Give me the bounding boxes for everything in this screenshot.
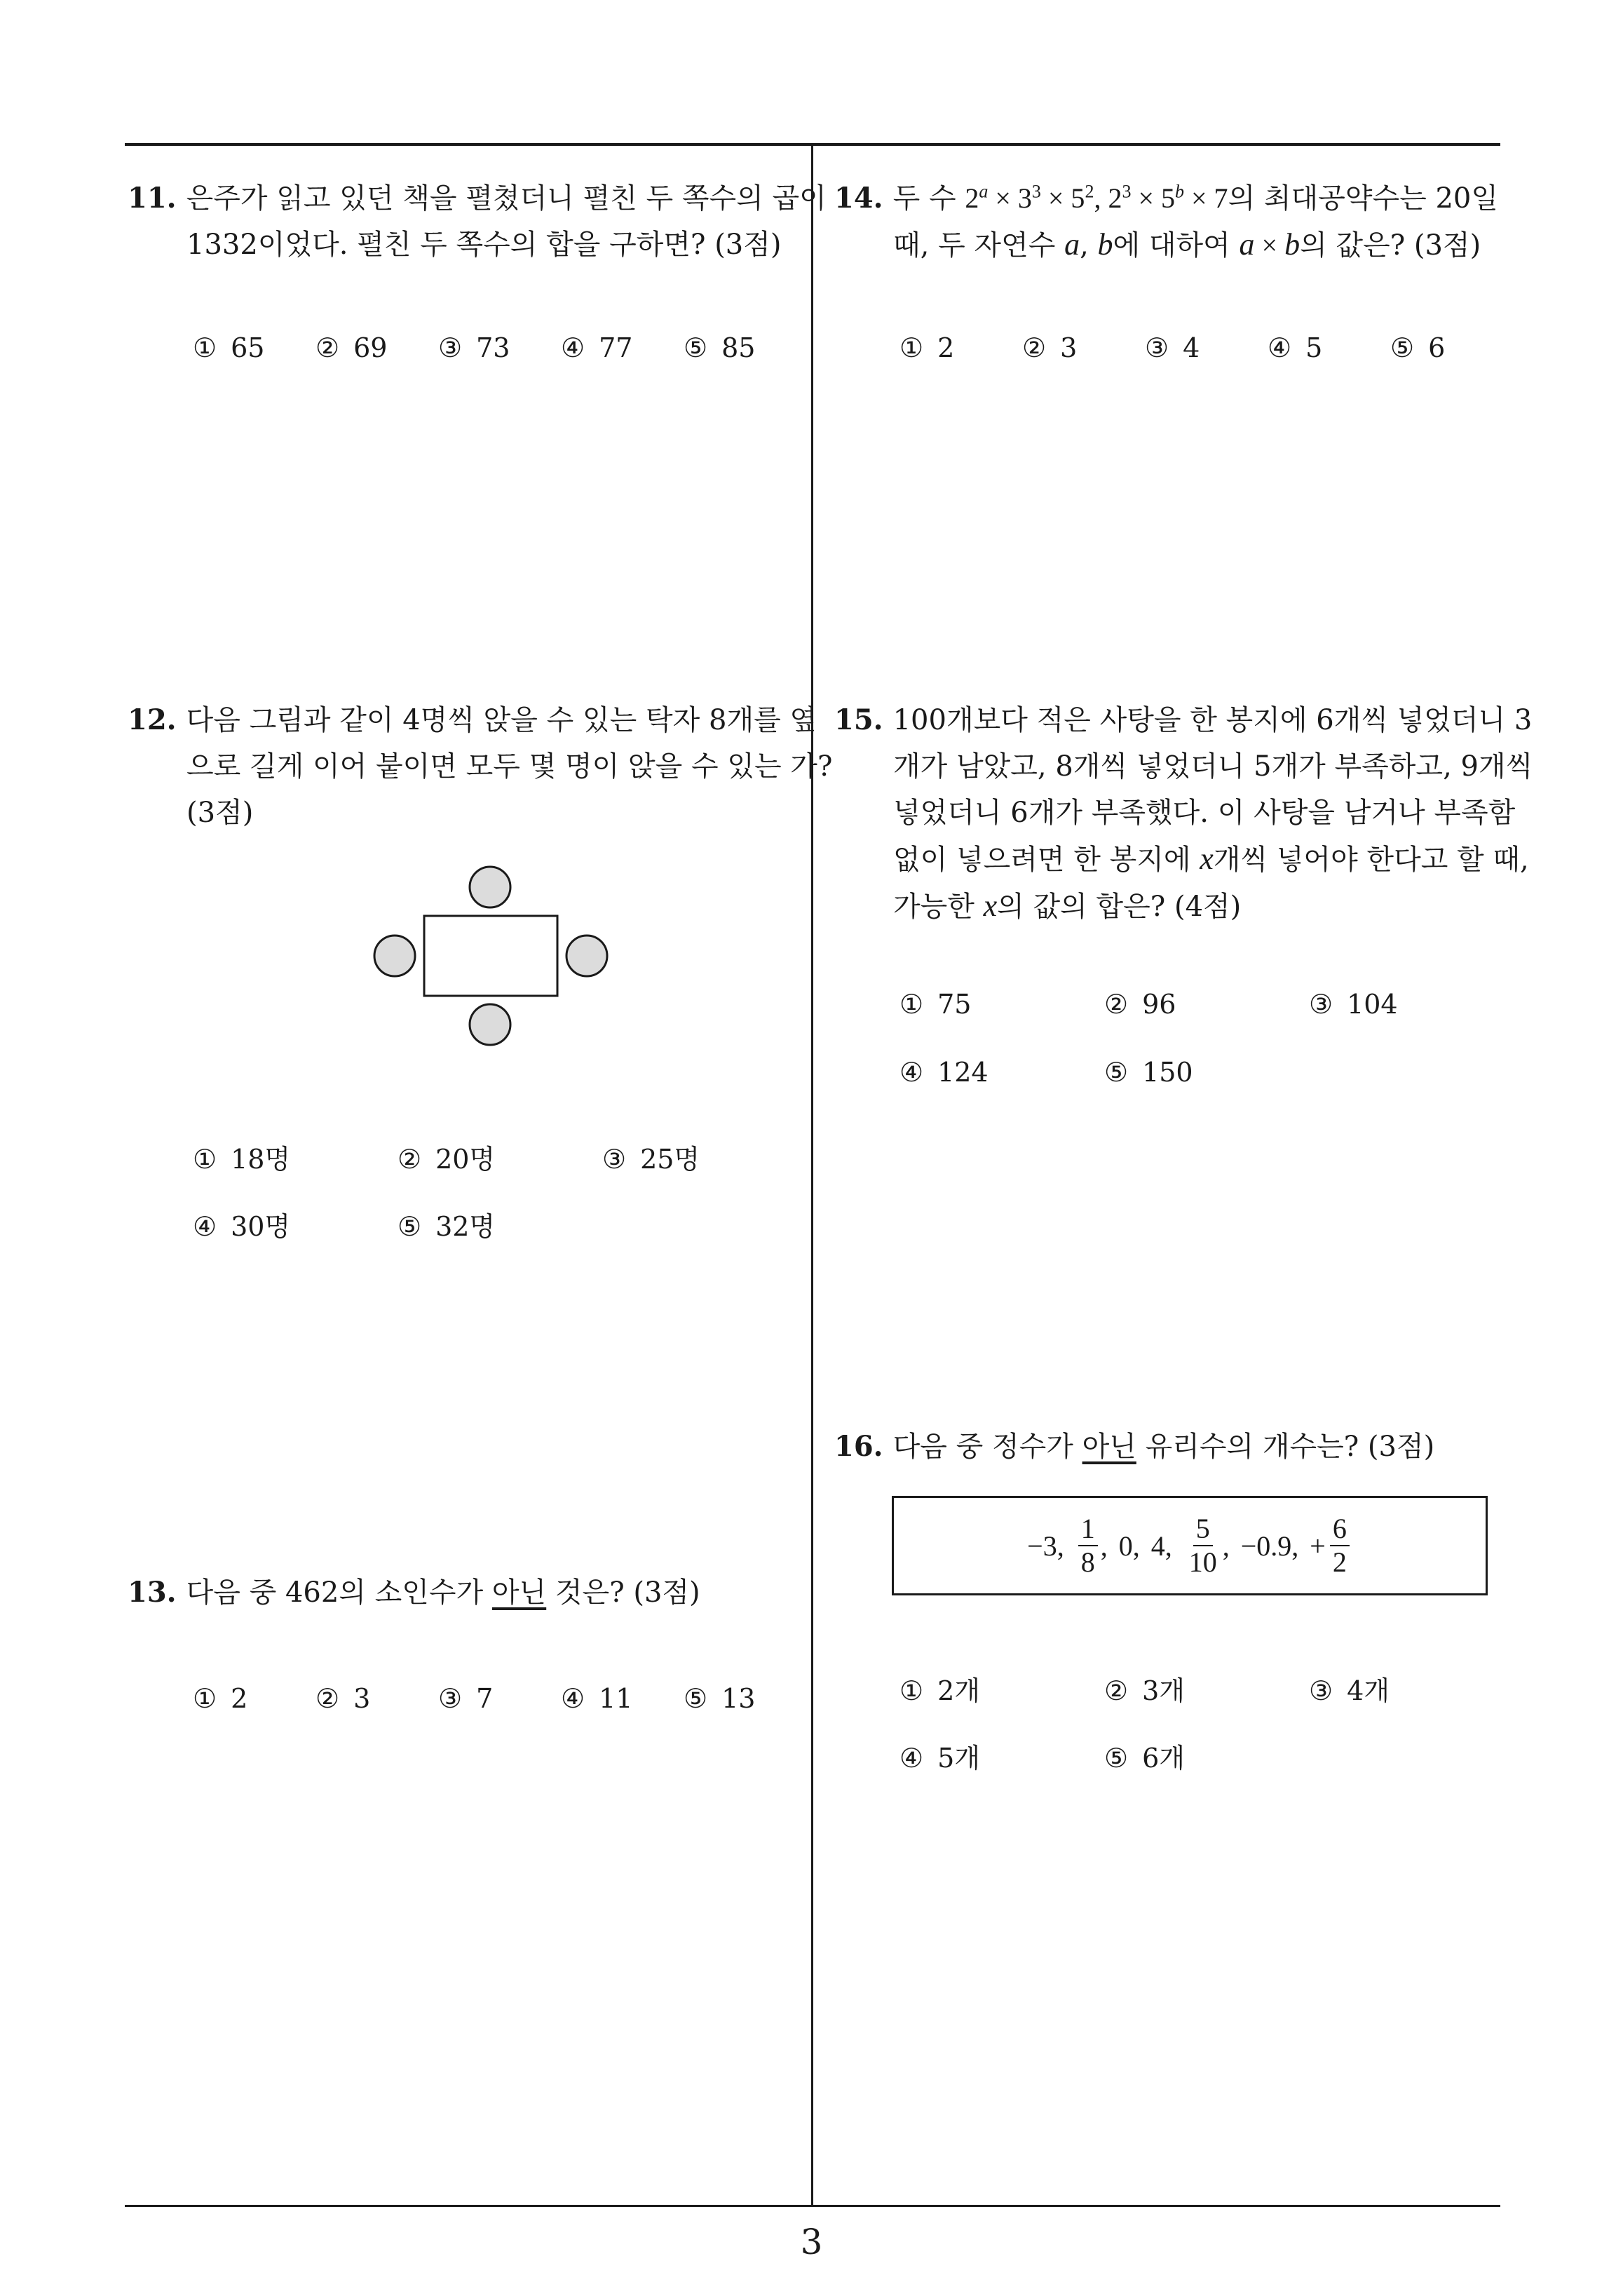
term-4: 4, [1150, 1529, 1172, 1562]
question-11 [128, 175, 827, 268]
question-text: 유리수의 개수는? (3점) [1136, 1431, 1435, 1463]
separator: , [1100, 1529, 1108, 1562]
option-text: 5개 [937, 1743, 980, 1774]
option-mark: ③ [438, 332, 463, 363]
option-2[interactable] [315, 332, 387, 363]
question-text: 다음 중 정수가 [892, 1431, 1082, 1463]
option-mark: ③ [1309, 1675, 1333, 1706]
option-1[interactable] [899, 1669, 980, 1708]
option-mark: ② [398, 1144, 422, 1175]
variable-x: x [983, 889, 998, 923]
option-text: 32명 [435, 1211, 496, 1242]
option-mark: ④ [899, 1743, 924, 1774]
option-text: 150 [1142, 1057, 1193, 1088]
option-mark: ④ [899, 1057, 924, 1088]
question-text: 넣었더니 6개가 부족했다. 이 사탕을 남거나 부족함 [893, 797, 1516, 829]
question-text: 으로 길게 이어 붙이면 모두 몇 명이 앉을 수 있는 가? [186, 750, 833, 783]
option-mark: ④ [193, 1211, 217, 1242]
option-mark: ④ [561, 1683, 585, 1714]
question-text: 100개보다 적은 사탕을 한 봉지에 6개씩 넣었더니 3 [892, 704, 1533, 736]
page-number: 3 [800, 2222, 823, 2262]
chair-top [470, 867, 510, 907]
option-mark: ② [1104, 989, 1129, 1020]
option-1[interactable] [899, 332, 954, 363]
chair-left [374, 936, 415, 976]
option-2[interactable] [398, 1137, 495, 1176]
option-3[interactable] [1309, 989, 1398, 1020]
option-3[interactable] [438, 1683, 493, 1714]
option-mark: ③ [1145, 332, 1169, 363]
math-expression: a × b [1239, 227, 1301, 262]
question-text: 의 값의 합은? (4점) [997, 891, 1242, 923]
variable-b: b [1097, 227, 1113, 262]
option-text: 3 [1060, 332, 1078, 363]
option-text: 104 [1347, 989, 1398, 1020]
option-4[interactable] [899, 1057, 989, 1088]
variable-a: a [1064, 227, 1080, 262]
question-number: 16. [834, 1430, 883, 1463]
option-3[interactable] [1309, 1669, 1390, 1708]
option-text: 69 [353, 332, 388, 363]
question-text: 때, 두 자연수 [893, 229, 1056, 262]
option-text: 65 [231, 332, 265, 363]
denominator: 8 [1080, 1546, 1095, 1578]
question-13 [128, 1569, 700, 1616]
option-text: 2 [937, 332, 955, 363]
option-text: 25명 [640, 1144, 700, 1175]
chair-bottom [470, 1004, 510, 1045]
question-text: 것은? (3점) [546, 1576, 700, 1609]
option-3[interactable] [602, 1137, 700, 1176]
question-14: 14. 두 수 $2^a \times 3^3 \times 5^2$, $2^3 \times 5^b \times 7$의 최대공약수는 20일 때, 두 자연수 a, b에 대하여 a × b의 값은? (3점) [834, 181, 1499, 262]
option-text: 75 [937, 989, 972, 1020]
option-text: 96 [1142, 989, 1176, 1020]
column-divider [811, 143, 813, 2206]
option-5[interactable] [398, 1205, 495, 1243]
option-text: 4개 [1347, 1675, 1390, 1706]
bottom-rule [125, 2205, 1500, 2207]
question-text: 없이 넣으려면 한 봉지에 [893, 844, 1191, 876]
numerator: 1 [1078, 1514, 1098, 1546]
option-mark: ① [193, 1683, 217, 1714]
option-text: 2 [231, 1683, 248, 1714]
option-mark: ⑤ [1390, 332, 1415, 363]
option-2[interactable] [1022, 332, 1077, 363]
question-text: 개씩 넣어야 한다고 할 때, [1213, 844, 1529, 876]
option-text: 5 [1305, 332, 1323, 363]
underlined-emphasis: 아닌 [1082, 1431, 1136, 1463]
option-mark: ⑤ [1104, 1743, 1129, 1774]
option-5[interactable] [1104, 1736, 1185, 1775]
option-text: 77 [599, 332, 633, 363]
option-5[interactable] [684, 332, 755, 363]
option-text: 6개 [1142, 1743, 1185, 1774]
question-15 [834, 697, 1533, 930]
question-12 [128, 697, 832, 836]
option-text: 18명 [231, 1144, 291, 1175]
fraction [1186, 1514, 1220, 1577]
term-5 [1183, 1514, 1230, 1577]
option-mark: ② [315, 1683, 340, 1714]
option-2[interactable] [1104, 1669, 1185, 1708]
denominator: 2 [1332, 1546, 1347, 1578]
question-text: 두 수 [892, 182, 956, 215]
option-text: 85 [721, 332, 756, 363]
option-mark: ② [1022, 332, 1047, 363]
question-number: 11. [128, 182, 177, 215]
question-number: 15. [834, 703, 883, 736]
option-mark: ② [315, 332, 340, 363]
option-mark: ① [899, 989, 924, 1020]
option-5[interactable] [1390, 332, 1445, 363]
option-mark: ② [1104, 1675, 1129, 1706]
option-mark: ① [899, 332, 924, 363]
option-4[interactable] [193, 1205, 290, 1243]
option-text: 13 [721, 1683, 756, 1714]
number-list-box [892, 1496, 1488, 1595]
underlined-emphasis: 아닌 [491, 1576, 547, 1609]
fraction [1330, 1514, 1350, 1577]
term-6: −0.9, [1240, 1529, 1299, 1562]
variable-x: x [1200, 842, 1214, 876]
option-mark: ① [193, 332, 217, 363]
term-3: 0, [1118, 1529, 1140, 1562]
table [424, 916, 557, 996]
option-1[interactable] [193, 1137, 290, 1176]
term-2 [1075, 1514, 1108, 1577]
option-text: 11 [599, 1683, 633, 1714]
option-4[interactable] [899, 1736, 980, 1775]
option-2[interactable] [315, 1683, 370, 1714]
option-mark: ③ [1309, 989, 1333, 1020]
option-text: 2개 [937, 1675, 980, 1706]
question-text: 다음 그림과 같이 4명씩 앉을 수 있는 탁자 8개를 옆 [186, 704, 817, 736]
question-text: 1332이었다. 펼친 두 쪽수의 합을 구하면? (3점) [186, 229, 782, 261]
chair-right [566, 936, 607, 976]
option-text: 7 [476, 1683, 494, 1714]
option-text: 73 [476, 332, 510, 363]
option-mark: ⑤ [1104, 1057, 1129, 1088]
option-mark: ① [193, 1144, 217, 1175]
question-number: 12. [128, 703, 177, 736]
option-mark: ① [899, 1675, 924, 1706]
numerator: 5 [1193, 1514, 1213, 1546]
option-1[interactable] [193, 332, 264, 363]
option-text: 124 [937, 1057, 989, 1088]
option-3[interactable] [438, 332, 510, 363]
option-mark: ③ [602, 1144, 627, 1175]
option-text: 20명 [435, 1144, 496, 1175]
option-mark: ⑤ [684, 1683, 708, 1714]
term-1: −3, [1027, 1529, 1064, 1562]
option-3[interactable] [1145, 332, 1200, 363]
option-1[interactable] [899, 989, 971, 1020]
option-mark: ⑤ [684, 332, 708, 363]
option-text: 3개 [1142, 1675, 1185, 1706]
math-expression: $2^a \times 3^3 \times 5^2$, $2^3 \times 5^b \times 7$ [965, 181, 1228, 214]
question-text: 가능한 [893, 891, 975, 923]
option-mark: ④ [1268, 332, 1292, 363]
option-text: 30명 [231, 1211, 291, 1242]
option-mark: ③ [438, 1683, 463, 1714]
table-chairs-figure [365, 856, 617, 1052]
option-2[interactable] [1104, 989, 1176, 1020]
option-1[interactable] [193, 1683, 247, 1714]
option-text: 3 [353, 1683, 371, 1714]
question-number: 14. [834, 182, 883, 215]
separator: , [1222, 1529, 1230, 1562]
sign: + [1310, 1529, 1326, 1562]
option-5[interactable] [684, 1683, 755, 1714]
question-text: 다음 중 462의 소인수가 [186, 1576, 492, 1609]
option-text: 6 [1428, 332, 1446, 363]
option-4[interactable] [1268, 332, 1322, 363]
option-4[interactable] [561, 1683, 632, 1714]
fraction [1078, 1514, 1098, 1577]
question-text: (3점) [186, 797, 254, 829]
question-text: 에 대하여 [1113, 229, 1230, 262]
question-number: 13. [128, 1576, 177, 1609]
option-mark: ④ [561, 332, 585, 363]
question-text: 개가 남았고, 8개씩 넣었더니 5개가 부족하고, 9개씩 [893, 750, 1533, 783]
question-text: 의 최대공약수는 20일 [1228, 182, 1499, 215]
option-4[interactable] [561, 332, 632, 363]
question-text: 의 값은? (3점) [1300, 229, 1481, 262]
option-mark: ⑤ [398, 1211, 422, 1242]
question-16 [834, 1424, 1434, 1470]
question-text: 은주가 읽고 있던 책을 펼쳤더니 펼친 두 쪽수의 곱이 [186, 182, 827, 215]
option-text: 4 [1183, 332, 1200, 363]
term-7 [1310, 1514, 1352, 1577]
denominator: 10 [1188, 1546, 1217, 1578]
option-5[interactable] [1104, 1057, 1193, 1088]
numerator: 6 [1330, 1514, 1350, 1546]
